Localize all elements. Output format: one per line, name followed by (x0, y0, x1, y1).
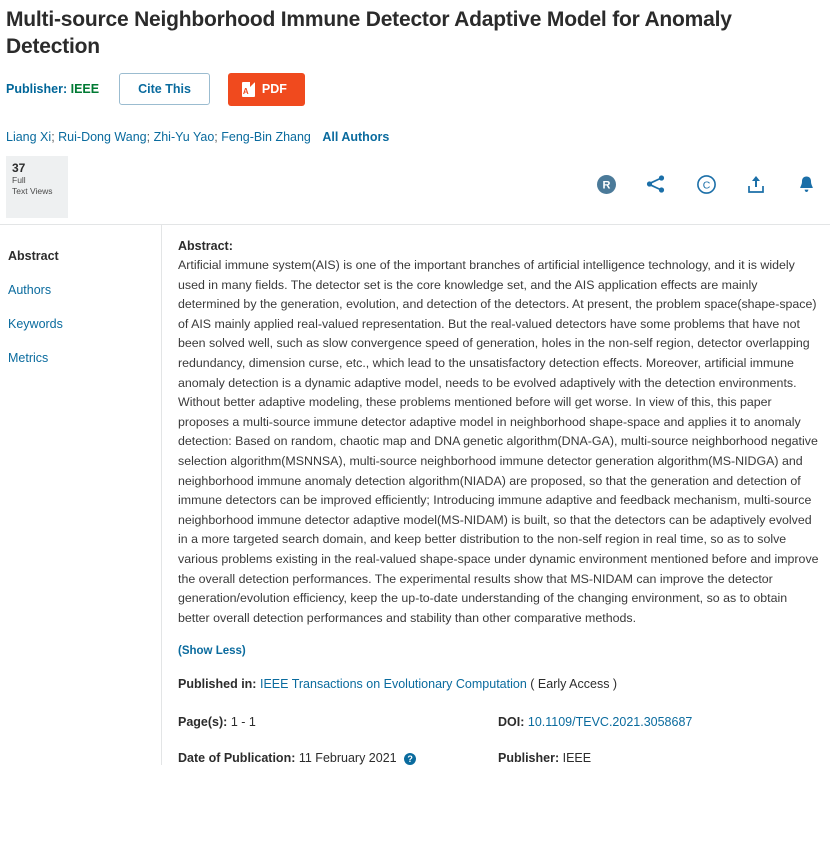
author-separator-2: ; (214, 130, 218, 144)
doi-field (498, 715, 820, 729)
publisher-field-value: IEEE (562, 751, 592, 766)
show-less-toggle[interactable]: (Show Less) (178, 645, 246, 658)
publisher-name: IEEE (70, 82, 100, 96)
pages-value: 1 - 1 (230, 715, 256, 730)
share-icon[interactable] (646, 174, 666, 194)
early-access-note: ( Early Access ) (530, 677, 618, 692)
abstract-text: Artificial immune system(AIS) is one of the important branches of artificial intelligence technology, and it is widely used in many fields. The detector set is the core knowledge set, and the AIS application effects are mainly determined by the generation, evolution, and detection of the detectors. At present, the problem space(shape-space) of AIS mainly applied real-valued representation. But the real-valued detectors have some problems that have not been solved well, such as slow convergence speed of generation, holes in the non-self region, detector overlapping redundancy, dimension curse, etc., which lead to the unsatisfactory detection effects. Moreover, artificial immune anomaly detection is a dynamic adaptive model, needs to be evolved adaptively with the detection environments. Without better adaptive modeling, these problems mentioned before will get worse. In view of this, this paper proposes a multi-source immune detector adaptive model in neighborhood shape-space and applies it to anomaly detection: Based on random, chaotic map and DNA genetic algorithm(DNA-GA), multi-source neighborhood negative selection algorithm(MSNNSA), multi-source neighborhood immune detector generation algorithm(MS-NIDGA) and neighborhood immune anomaly detection algorithm(NIADA) are proposed, so that the generation and detection of immune detectors can be improved efficiently; Introducing immune adaptive and feedback mechanism, multi-source neighborhood immune detector adaptive model(MS-NIDAM) is built, so that the detectors can be adaptively evolved in a more targeted search domain, and keep better distribution to the non-self region in real time, so as to solve various problems existing in the real-valued shape-space under dynamic environment mentioned before and improve the overall detection performances. The experimental results show that MS-NIDAM can improve the detector generation/evolution efficiency, keep the up-to-date understanding of the changing environment, so as to obtain better overall detection performances and stability than other comparative methods. (178, 258, 819, 625)
full-text-views-box[interactable] (6, 156, 68, 218)
published-in-label: Published in: (178, 677, 257, 692)
svg-text:R: R (602, 179, 610, 191)
abstract-section (162, 225, 830, 765)
nav-item-keywords[interactable]: Keywords (8, 317, 63, 331)
doi-label: DOI: (498, 715, 525, 730)
pages-label: Page(s): (178, 715, 228, 730)
full-text-views-label-1: Full (12, 175, 26, 185)
doi-link[interactable]: 10.1109/TEVC.2021.3058687 (527, 715, 693, 730)
abstract-heading: Abstract: (178, 239, 233, 253)
help-icon[interactable]: ? (404, 753, 416, 765)
content-body (0, 224, 830, 765)
published-in-line (178, 677, 820, 691)
section-nav (0, 225, 162, 765)
author-separator-0: ; (51, 130, 55, 144)
toolbar-icon-row (596, 174, 816, 194)
journal-link[interactable]: IEEE Transactions on Evolutionary Computation (259, 677, 527, 692)
svg-text:C: C (702, 178, 710, 191)
publisher-field (498, 751, 820, 765)
author-link-0[interactable]: Liang Xi (6, 130, 52, 144)
researchgate-icon[interactable] (596, 174, 616, 194)
author-link-2[interactable]: Zhi-Yu Yao (153, 130, 215, 144)
full-text-views-count: 37 (12, 161, 26, 175)
date-of-publication-field (178, 751, 498, 765)
cite-this-button[interactable]: Cite This (119, 73, 210, 106)
publisher-label: Publisher: (6, 82, 68, 96)
author-link-1[interactable]: Rui-Dong Wang (58, 130, 147, 144)
nav-item-metrics[interactable]: Metrics (8, 351, 49, 365)
page-title: Multi-source Neighborhood Immune Detector Adaptive Model for Anomaly Detection (6, 8, 732, 58)
date-of-publication-value: 11 February 2021 (298, 751, 397, 766)
all-authors-link[interactable]: All Authors (322, 130, 390, 144)
publisher-line (6, 82, 99, 96)
copyright-icon[interactable] (696, 174, 716, 194)
alerts-bell-icon[interactable] (796, 174, 816, 194)
date-of-publication-label: Date of Publication: (178, 751, 296, 766)
pdf-button[interactable] (228, 73, 305, 106)
pages-field (178, 715, 498, 729)
authors-list (6, 130, 830, 144)
publisher-field-label: Publisher: (498, 751, 560, 766)
paper-detail-page (0, 6, 830, 765)
author-separator-1: ; (146, 130, 151, 144)
pdf-button-label: PDF (261, 81, 287, 96)
nav-item-authors[interactable]: Authors (8, 283, 52, 297)
pdf-icon-letter: A (242, 86, 249, 96)
publication-meta-grid (178, 715, 820, 765)
nav-item-abstract[interactable]: Abstract (8, 249, 59, 263)
pdf-file-icon (242, 82, 255, 97)
author-link-3[interactable]: Feng-Bin Zhang (221, 130, 311, 144)
full-text-views-label-2: Text Views (12, 186, 53, 196)
metrics-band (0, 156, 830, 218)
action-row (6, 72, 830, 106)
export-icon[interactable] (746, 174, 766, 194)
